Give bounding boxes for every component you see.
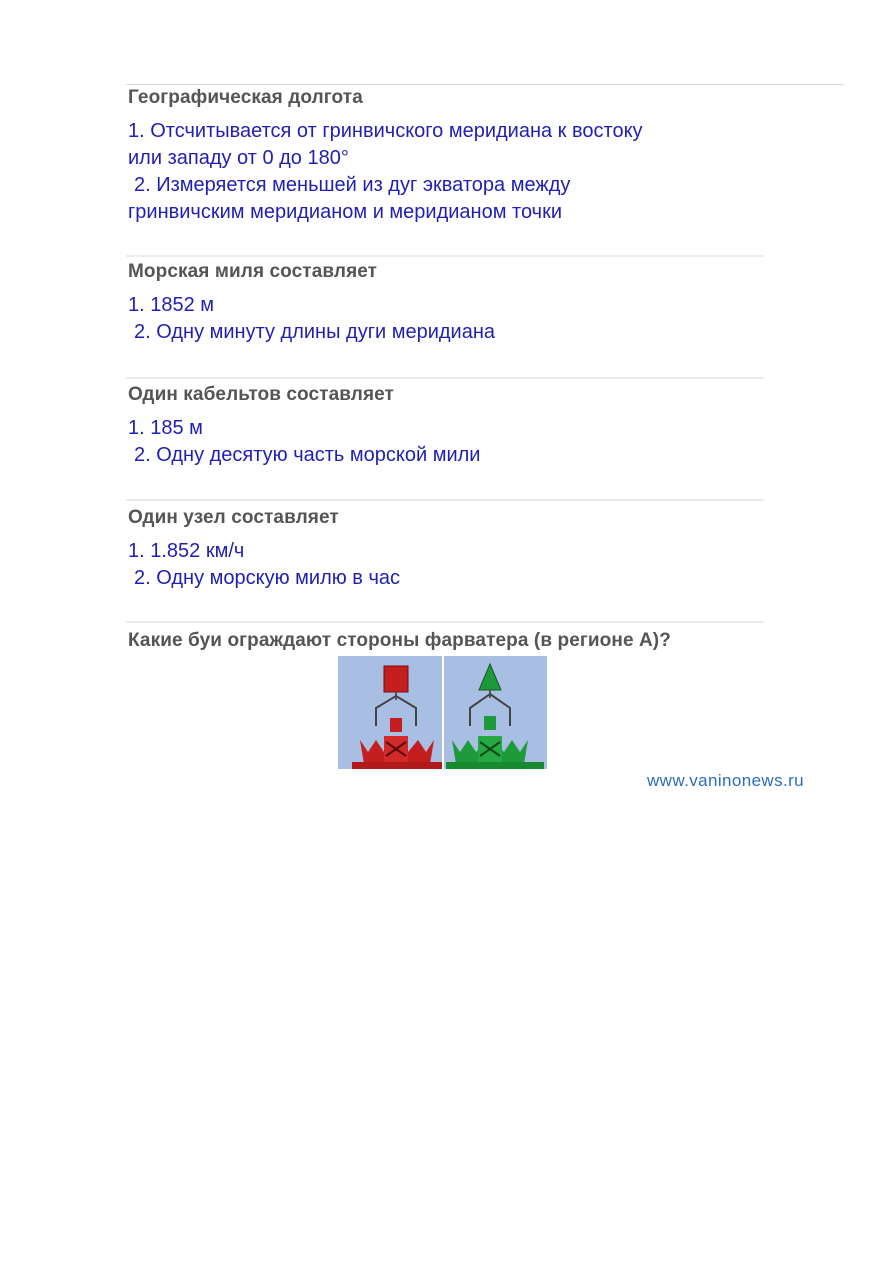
question-block-nautical-mile [128,260,764,346]
question-block-knot [128,506,764,592]
question-title: Какие буи ограждают стороны фарватера (в регионе А)? [128,630,671,651]
answer-line: 1. 1.852 км/ч [128,540,245,562]
section-divider [126,377,764,379]
answer-line: 2. Измеряется меньшей из дуг экватора между [134,174,571,196]
question-title: Один кабельтов составляет [128,384,394,405]
watermark-link[interactable]: www.vaninonews.ru [647,771,805,790]
question-title: Географическая долгота [128,87,363,108]
answer-line: 2. Одну минуту длины дуги меридиана [134,321,496,343]
question-title: Один узел составляет [128,507,339,528]
section-divider [126,621,764,623]
answer-line: 2. Одну десятую часть морской мили [134,444,481,466]
question-title: Морская миля составляет [128,261,378,282]
answer-line: 1. 185 м [128,417,203,439]
green-starboard-buoy-icon [446,664,544,769]
buoy-figure [338,656,547,769]
top-divider [126,84,844,85]
question-block-cable [128,383,764,469]
red-port-buoy-icon [352,666,442,769]
answer-line: или западу от 0 до 180° [128,147,349,169]
answer-line: 1. 1852 м [128,294,215,316]
section-divider [126,255,764,257]
question-block-buoys [128,629,828,653]
answer-line: гринвичским меридианом и меридианом точки [128,201,562,223]
question-block-longitude [128,86,764,226]
answer-line: 1. Отсчитывается от гринвичского меридиана к востоку [128,120,643,142]
section-divider [126,499,764,501]
buoy-illustration [338,656,547,769]
answer-line: 2. Одну морскую милю в час [134,567,401,589]
